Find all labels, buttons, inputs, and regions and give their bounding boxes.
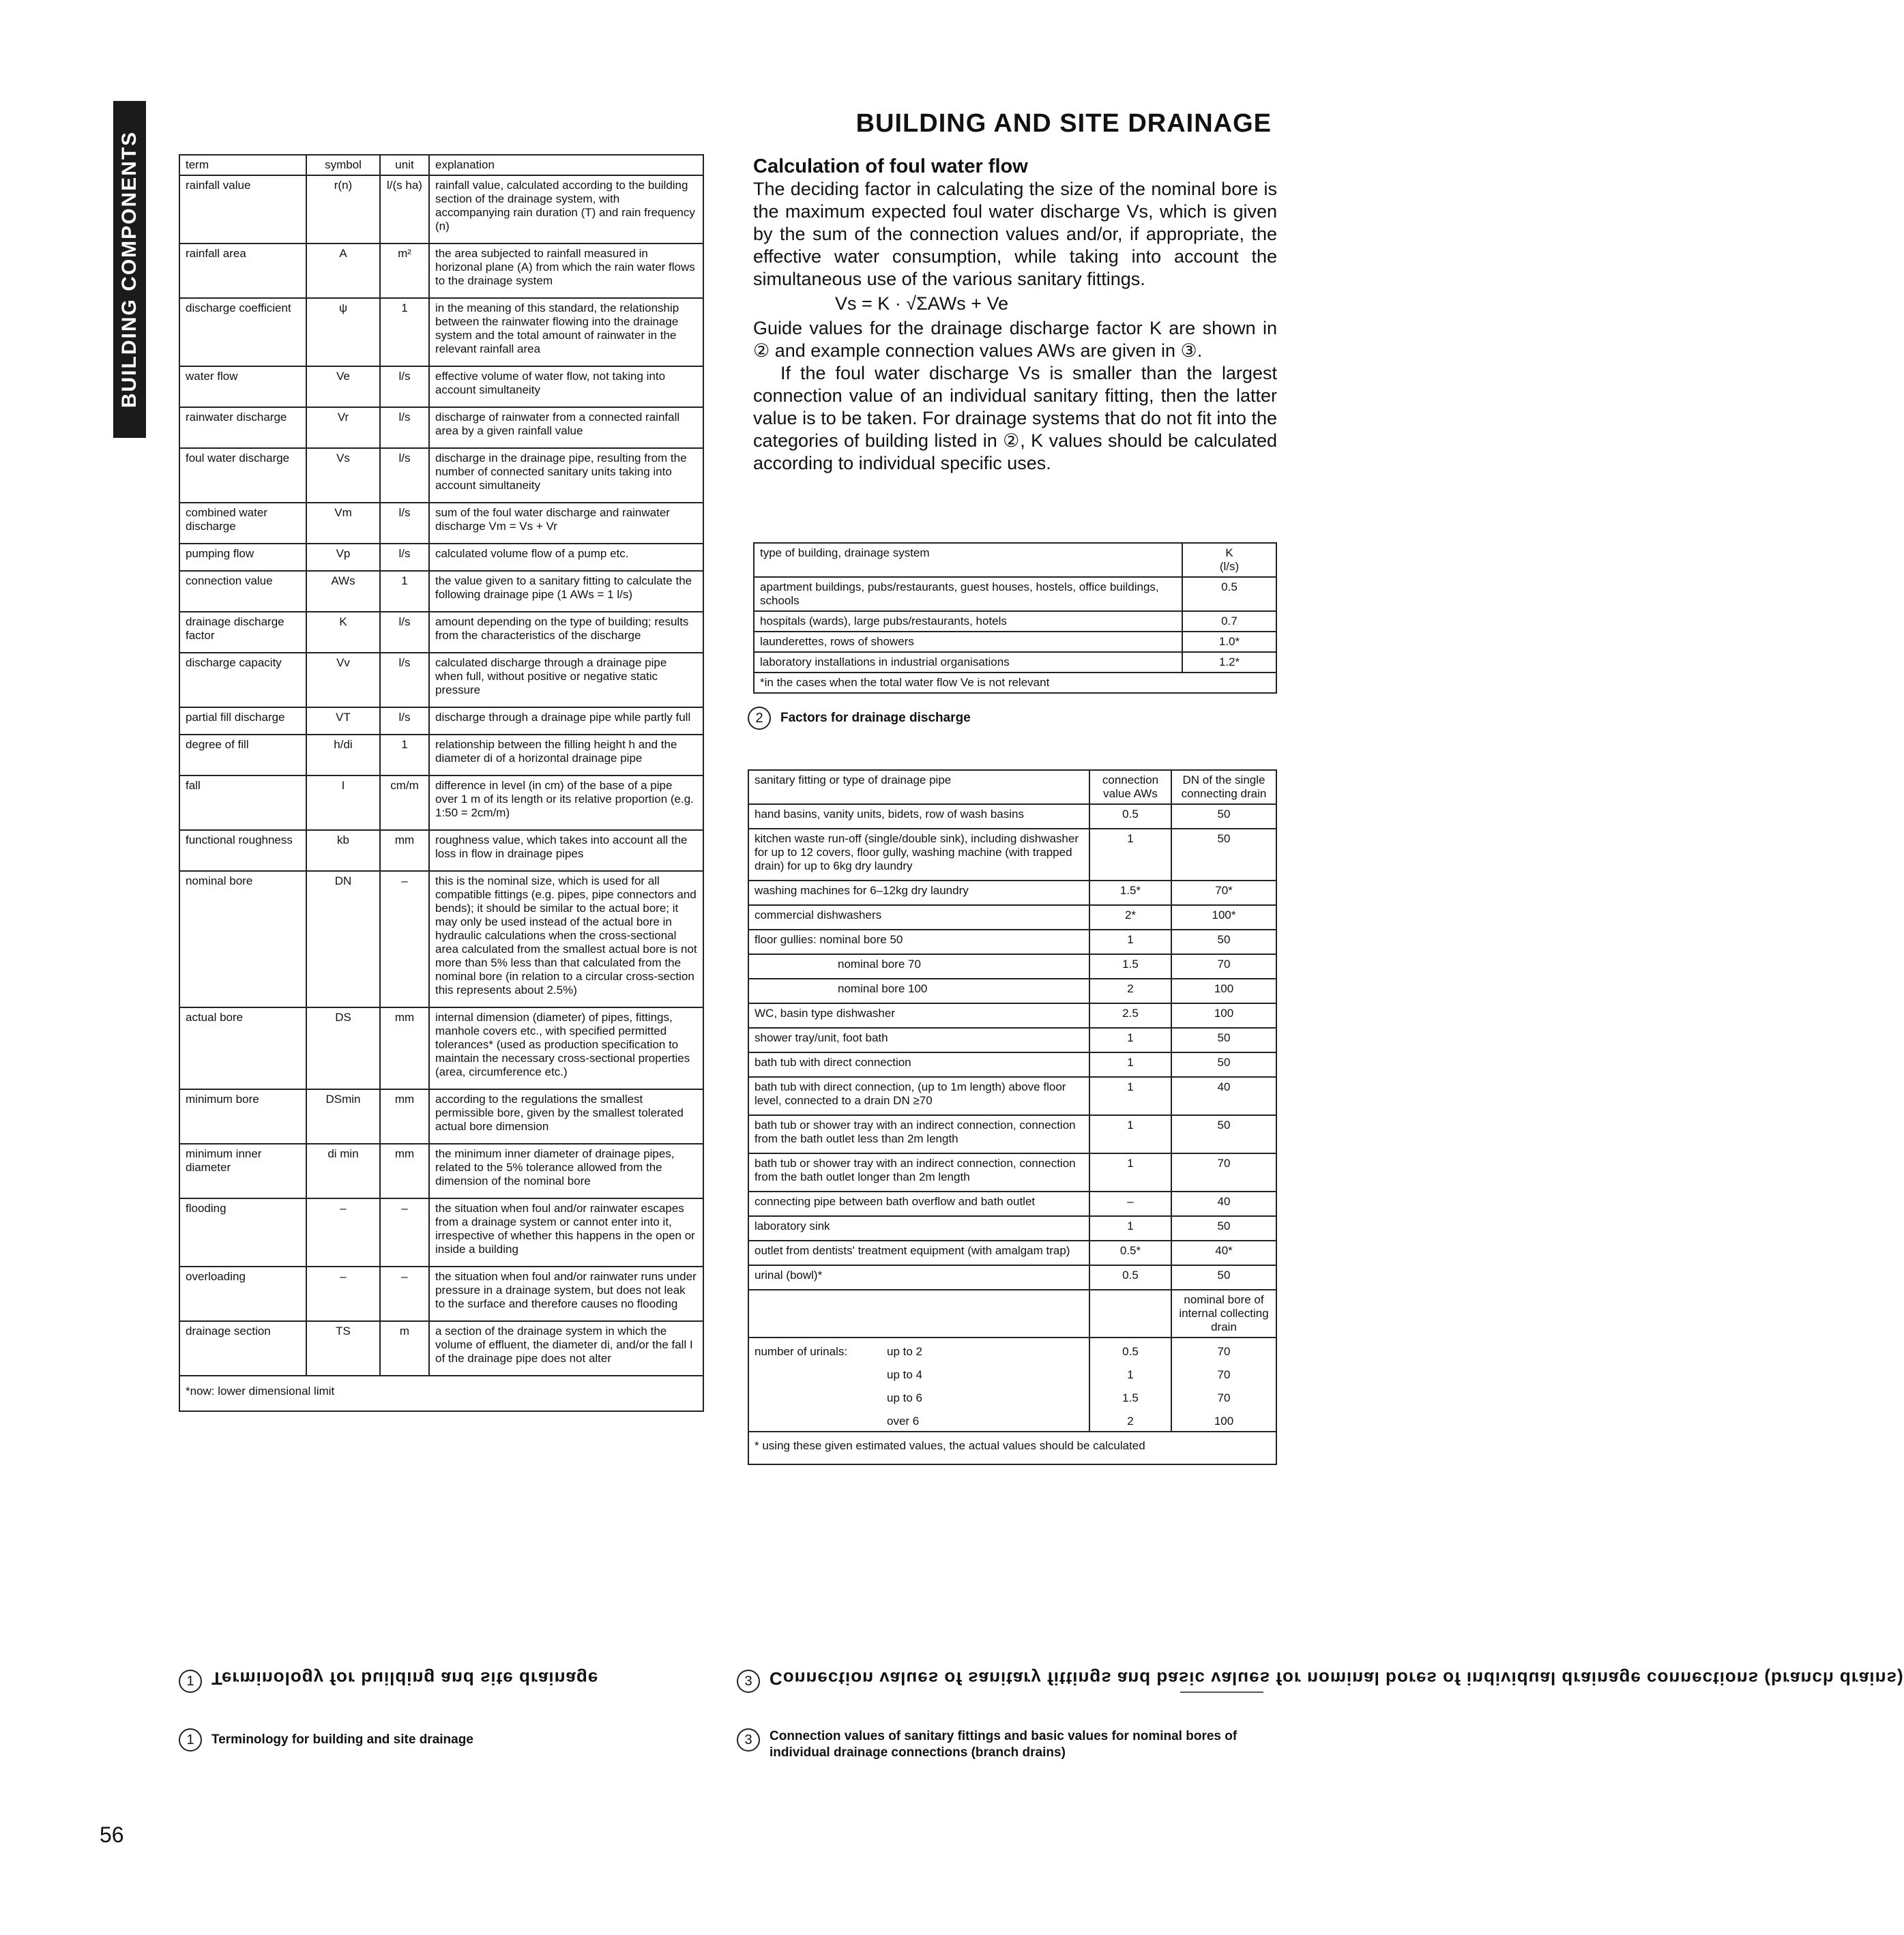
terminology-header: explanation [429,155,703,175]
connection-header-row [748,770,1276,804]
fitting-cell: washing machines for 6–12kg dry laundry [748,881,1089,905]
connection-value-cell: 1.5 [1089,954,1171,979]
urinal-value-cell: 1.5 [1089,1385,1171,1408]
connection-row [748,1153,1276,1192]
connection-value-cell: 2* [1089,905,1171,930]
term-cell: nominal bore [179,871,306,1007]
urinals-label: number of urinals: [755,1345,848,1358]
formula: Vs = K · √ΣAWs + Ve [835,293,1009,314]
k-value-cell: 0.5 [1182,577,1276,611]
caption-3-number: 3 [737,1728,760,1752]
explanation-cell: roughness value, which takes into account all the loss in flow in drainage pipes [429,830,703,871]
header-value: connection value AWs [1089,770,1171,804]
terminology-row [179,448,703,503]
fitting-cell: urinal (bowl)* [748,1265,1089,1290]
urinal-row [748,1408,1276,1432]
explanation-cell: this is the nominal size, which is used for all compatible fittings (e.g. pipes, pipe connectors and bends); it should be similar to the actual bore; it may only be used instead of the actual bore in hydraulic calculations when the cross-sectional area calculated from the smallest actual bore is not more than 5% less than that calculated from the nominal bore (in relation to a circular cross-section this represents about 2.5%) [429,871,703,1007]
connection-row [748,1077,1276,1115]
dn-cell: 40 [1171,1077,1276,1115]
terminology-header: unit [380,155,429,175]
blank-cell [748,1290,1089,1338]
urinal-dn-cell: 70 [1171,1338,1276,1361]
terminology-row [179,776,703,830]
dn-cell: 50 [1171,804,1276,829]
fitting-cell: shower tray/unit, foot bath [748,1028,1089,1052]
connection-value-cell: 0.5 [1089,804,1171,829]
terminology-row [179,830,703,871]
k-value-cell: 1.2* [1182,652,1276,673]
factors-header-type: type of building, drainage system [754,543,1182,577]
dn-cell: 50 [1171,1052,1276,1077]
header-fitting: sanitary fitting or type of drainage pipe [748,770,1089,804]
explanation-cell: calculated volume flow of a pump etc. [429,544,703,571]
connection-row [748,1241,1276,1265]
term-cell: minimum bore [179,1089,306,1144]
symbol-cell: A [306,243,380,298]
symbol-cell: AWs [306,571,380,612]
symbol-cell: Ve [306,366,380,407]
connection-row [748,979,1276,1003]
symbol-cell: K [306,612,380,653]
factors-header-row [754,543,1276,577]
terminology-row [179,544,703,571]
dn-cell: 100 [1171,979,1276,1003]
dn-cell: 70 [1171,1153,1276,1192]
fitting-cell: bath tub or shower tray with an indirect connection, connection from the bath outlet less than 2m length [748,1115,1089,1153]
fitting-cell: laboratory sink [748,1216,1089,1241]
term-cell: rainfall value [179,175,306,243]
connection-value-cell: 0.5 [1089,1265,1171,1290]
dn-cell: 50 [1171,1115,1276,1153]
unit-cell: 1 [380,735,429,776]
term-cell: rainwater discharge [179,407,306,448]
connection-value-cell: – [1089,1192,1171,1216]
caption-3-text: Connection values of sanitary fittings and basic values for nominal bores of individual drainage connections (branch drains) [770,1729,1237,1760]
symbol-cell: VT [306,707,380,735]
connection-row [748,804,1276,829]
urinal-row [748,1361,1276,1385]
symbol-cell: Vp [306,544,380,571]
symbol-cell: DS [306,1007,380,1089]
caption-2 [748,707,971,730]
explanation-cell: in the meaning of this standard, the relationship between the rainwater flowing into the drainage system and the total amount of rainwater in the relevant rainfall area [429,298,703,366]
explanation-cell: discharge in the drainage pipe, resulting from the number of connected sanitary units taking into account simultaneity [429,448,703,503]
dn-cell: 40* [1171,1241,1276,1265]
terminology-row [179,175,703,243]
terminology-header-row [179,155,703,175]
side-tab-label: BUILDING COMPONENTS [118,130,141,409]
urinal-dn-cell: 70 [1171,1385,1276,1408]
dn-cell: 100 [1171,1003,1276,1028]
explanation-cell: the situation when foul and/or rainwater runs under pressure in a drainage system, but does not leak to the surface and therefore causes no flooding [429,1267,703,1321]
terminology-row [179,871,703,1007]
terminology-header: term [179,155,306,175]
urinal-count-cell [748,1385,1089,1408]
unit-cell: l/s [380,448,429,503]
connection-row [748,954,1276,979]
explanation-cell: discharge through a drainage pipe while partly full [429,707,703,735]
dn-cell: 50 [1171,1265,1276,1290]
divider-rule [1180,1692,1263,1693]
k-value-cell: 1.0* [1182,632,1276,652]
fitting-cell: bath tub with direct connection, (up to 1m length) above floor level, connected to a drain DN ≥70 [748,1077,1089,1115]
mirrored-caption-1-number: 1 [179,1670,202,1693]
k-value-cell: 0.7 [1182,611,1276,632]
connection-value-cell: 1 [1089,1028,1171,1052]
unit-cell: m [380,1321,429,1376]
internal-drain-header: nominal bore of internal collecting drain [1171,1290,1276,1338]
unit-cell: – [380,871,429,1007]
caption-1-text: Terminology for building and site drainage [211,1732,473,1747]
side-tab [113,101,146,438]
symbol-cell: Vv [306,653,380,707]
terminology-header: symbol [306,155,380,175]
explanation-cell: the value given to a sanitary fitting to calculate the following drainage pipe (1 AWs = 1 l/s) [429,571,703,612]
factors-row [754,652,1276,673]
terminology-row [179,1267,703,1321]
term-cell: discharge coefficient [179,298,306,366]
unit-cell: m² [380,243,429,298]
term-cell: overloading [179,1267,306,1321]
factors-row [754,577,1276,611]
connection-row [748,1028,1276,1052]
explanation-cell: the minimum inner diameter of drainage pipes, related to the 5% tolerance allowed from the dimension of the nominal bore [429,1144,703,1198]
dn-cell: 70* [1171,881,1276,905]
connection-value-cell: 1 [1089,930,1171,954]
unit-cell: 1 [380,298,429,366]
unit-cell: 1 [380,571,429,612]
k-symbol: K [1225,546,1233,559]
fitting-cell: nominal bore 70 [748,954,1089,979]
term-cell: drainage section [179,1321,306,1376]
unit-cell: cm/m [380,776,429,830]
explanation-cell: amount depending on the type of building; results from the characteristics of the discharge [429,612,703,653]
unit-cell: – [380,1267,429,1321]
connection-value-cell: 2.5 [1089,1003,1171,1028]
factors-table [753,542,1277,694]
explanation-cell: discharge of rainwater from a connected rainfall area by a given rainfall value [429,407,703,448]
dn-cell: 100* [1171,905,1276,930]
mirrored-caption-1-text: Terminology for building and site drainage [211,1668,599,1689]
connection-row [748,1003,1276,1028]
caption-3 [737,1728,1283,1761]
caption-2-number: 2 [748,707,771,730]
unit-cell: l/s [380,503,429,544]
connection-row [748,1192,1276,1216]
fitting-cell: nominal bore 100 [748,979,1089,1003]
caption-1-mirrored [179,1670,598,1693]
factors-row [754,632,1276,652]
urinal-value-cell: 0.5 [1089,1338,1171,1361]
dn-cell: 50 [1171,1216,1276,1241]
dn-cell: 40 [1171,1192,1276,1216]
symbol-cell: di min [306,1144,380,1198]
urinal-count: up to 4 [887,1368,922,1381]
building-type-cell: apartment buildings, pubs/restaurants, guest houses, hostels, office buildings, schools [754,577,1182,611]
unit-cell: mm [380,830,429,871]
unit-cell: l/(s ha) [380,175,429,243]
terminology-row [179,366,703,407]
building-type-cell: launderettes, rows of showers [754,632,1182,652]
connection-value-cell: 1 [1089,829,1171,881]
connection-row [748,881,1276,905]
urinal-count-cell [748,1338,1089,1361]
term-cell: water flow [179,366,306,407]
connection-row [748,905,1276,930]
term-cell: foul water discharge [179,448,306,503]
terminology-row [179,1144,703,1198]
terminology-row [179,1089,703,1144]
page-title: BUILDING AND SITE DRAINAGE [855,109,1272,138]
connection-value-cell: 1 [1089,1115,1171,1153]
dn-cell: 50 [1171,930,1276,954]
urinal-dn-cell: 100 [1171,1408,1276,1432]
connection-row [748,1265,1276,1290]
terminology-row [179,298,703,366]
terminology-row [179,1321,703,1376]
term-cell: drainage discharge factor [179,612,306,653]
terminology-row [179,571,703,612]
symbol-cell: h/di [306,735,380,776]
caption-1 [179,1728,473,1752]
symbol-cell: ψ [306,298,380,366]
urinal-row [748,1338,1276,1361]
building-type-cell: laboratory installations in industrial organisations [754,652,1182,673]
fitting-cell: bath tub or shower tray with an indirect connection, connection from the bath outlet longer than 2m length [748,1153,1089,1192]
dn-cell: 50 [1171,829,1276,881]
mirrored-caption-3-number: 3 [737,1670,760,1693]
term-cell: discharge capacity [179,653,306,707]
explanation-cell: calculated discharge through a drainage pipe when full, without positive or negative static pressure [429,653,703,707]
term-cell: combined water discharge [179,503,306,544]
calculation-section [753,156,1277,475]
explanation-cell: the situation when foul and/or rainwater escapes from a drainage system or cannot enter into it, irrespective of whether this happens in the open or inside a building [429,1198,703,1267]
explanation-cell: according to the regulations the smallest permissible bore, given by the smallest tolerated actual bore dimension [429,1089,703,1144]
factors-footnote: *in the cases when the total water flow Ve is not relevant [754,673,1276,693]
symbol-cell: kb [306,830,380,871]
term-cell: actual bore [179,1007,306,1089]
connection-value-cell: 1 [1089,1052,1171,1077]
connection-row [748,1216,1276,1241]
urinal-dn-cell: 70 [1171,1361,1276,1385]
unit-cell: l/s [380,407,429,448]
urinal-value-cell: 1 [1089,1361,1171,1385]
connections-footnote: * using these given estimated values, the actual values should be calculated [748,1432,1276,1464]
explanation-cell: relationship between the filling height h and the diameter di of a horizontal drainage pipe [429,735,703,776]
term-cell: functional roughness [179,830,306,871]
explanation-cell: difference in level (in cm) of the base of a pipe over 1 m of its length or its relative proportion (e.g. 1:50 = 2cm/m) [429,776,703,830]
symbol-cell: Vm [306,503,380,544]
calculation-para-1: The deciding factor in calculating the size of the nominal bore is the maximum expected foul water discharge Vs, which is given by the sum of the connection values and/or, if appropriate, the effective water consumption, while taking into account the simultaneous use of the various sanitary fittings. [753,179,1277,289]
k-unit: (l/s) [1219,560,1240,573]
terminology-row [179,612,703,653]
symbol-cell: Vr [306,407,380,448]
unit-cell: mm [380,1144,429,1198]
urinal-count: up to 2 [887,1345,922,1358]
term-cell: connection value [179,571,306,612]
factors-row [754,611,1276,632]
symbol-cell: r(n) [306,175,380,243]
connection-value-cell: 2 [1089,979,1171,1003]
terminology-row [179,1007,703,1089]
unit-cell: l/s [380,707,429,735]
unit-cell: mm [380,1089,429,1144]
symbol-cell: I [306,776,380,830]
urinal-count-cell [748,1408,1089,1432]
urinal-count: up to 6 [887,1391,922,1404]
unit-cell: l/s [380,544,429,571]
terminology-row [179,707,703,735]
calculation-para-3: If the foul water discharge Vs is smaller than the largest connection value of an individual sanitary fitting, then the latter value is to be taken. For drainage systems that do not fit into the categories of building listed in ②, K values should be calculated according to individual specific uses. [753,363,1277,473]
term-cell: flooding [179,1198,306,1267]
terminology-row [179,407,703,448]
calculation-heading: Calculation of foul water flow [753,156,1028,177]
unit-cell: l/s [380,366,429,407]
connection-value-cell: 0.5* [1089,1241,1171,1265]
term-cell: rainfall area [179,243,306,298]
terminology-footnote: *now: lower dimensional limit [179,1376,703,1411]
connection-value-cell: 1.5* [1089,881,1171,905]
fitting-cell: WC, basin type dishwasher [748,1003,1089,1028]
connection-row [748,1052,1276,1077]
caption-3-mirrored [737,1668,1904,1693]
urinal-value-cell: 2 [1089,1408,1171,1432]
connection-value-cell: 1 [1089,1153,1171,1192]
explanation-cell: rainfall value, calculated according to the building section of the drainage system, with accompanying rain duration (T) and rain frequency (n) [429,175,703,243]
fitting-cell: floor gullies: nominal bore 50 [748,930,1089,954]
term-cell: minimum inner diameter [179,1144,306,1198]
symbol-cell: DN [306,871,380,1007]
factors-header-k [1182,543,1276,577]
dn-cell: 70 [1171,954,1276,979]
symbol-cell: – [306,1198,380,1267]
fitting-cell: outlet from dentists' treatment equipment (with amalgam trap) [748,1241,1089,1265]
symbol-cell: – [306,1267,380,1321]
connection-value-cell: 1 [1089,1077,1171,1115]
explanation-cell: internal dimension (diameter) of pipes, fittings, manhole covers etc., with specified permitted tolerances* (used as production specification to maintain the necessary cross-sectional properties (area, circumference etc.) [429,1007,703,1089]
connection-row [748,829,1276,881]
symbol-cell: Vs [306,448,380,503]
fitting-cell: connecting pipe between bath overflow and bath outlet [748,1192,1089,1216]
explanation-cell: the area subjected to rainfall measured in horizonal plane (A) from which the rain water flows to the drainage system [429,243,703,298]
unit-cell: – [380,1198,429,1267]
symbol-cell: TS [306,1321,380,1376]
dn-cell: 50 [1171,1028,1276,1052]
terminology-row [179,1198,703,1267]
term-cell: degree of fill [179,735,306,776]
terminology-row [179,653,703,707]
urinal-row [748,1385,1276,1408]
unit-cell: mm [380,1007,429,1089]
connection-values-table [748,769,1277,1465]
term-cell: fall [179,776,306,830]
fitting-cell: commercial dishwashers [748,905,1089,930]
calculation-para-2: Guide values for the drainage discharge factor K are shown in ② and example connection values AWs are given in ③. [753,318,1277,361]
urinal-count: over 6 [887,1415,920,1428]
caption-2-text: Factors for drainage discharge [780,711,971,726]
fitting-cell: kitchen waste run-off (single/double sink), including dishwasher for up to 12 covers, floor gully, washing machine (with trapped drain) for up to 6kg dry laundry [748,829,1089,881]
fitting-cell: bath tub with direct connection [748,1052,1089,1077]
explanation-cell: effective volume of water flow, not taking into account simultaneity [429,366,703,407]
terminology-row [179,735,703,776]
terminology-row [179,503,703,544]
symbol-cell: DSmin [306,1089,380,1144]
urinal-count-cell [748,1361,1089,1385]
explanation-cell: a section of the drainage system in which the volume of effluent, the diameter di, and/or the fall I of the drainage pipe does not alter [429,1321,703,1376]
terminology-table [179,154,704,1412]
terminology-row [179,243,703,298]
mirrored-caption-3-text: Connection values of sanitary fittings and basic values for nominal bores of individual drainage connections (branch drains) [770,1668,1904,1689]
explanation-cell: sum of the foul water discharge and rainwater discharge Vm = Vs + Vr [429,503,703,544]
blank-cell [1089,1290,1171,1338]
caption-1-number: 1 [179,1728,202,1752]
unit-cell: l/s [380,612,429,653]
page-number: 56 [100,1822,124,1847]
term-cell: partial fill discharge [179,707,306,735]
term-cell: pumping flow [179,544,306,571]
fitting-cell: hand basins, vanity units, bidets, row of wash basins [748,804,1089,829]
connection-row [748,1115,1276,1153]
connection-row [748,930,1276,954]
header-dn: DN of the single connecting drain [1171,770,1276,804]
building-type-cell: hospitals (wards), large pubs/restaurants, hotels [754,611,1182,632]
unit-cell: l/s [380,653,429,707]
connection-value-cell: 1 [1089,1216,1171,1241]
